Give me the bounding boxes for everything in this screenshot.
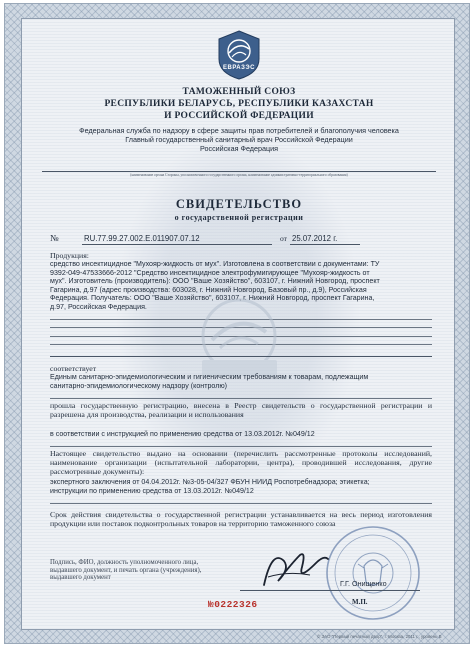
basis-line: инструкции по применению средства от 13.03.2012г. №049/12 — [50, 486, 254, 495]
blank-line — [50, 495, 432, 504]
serial-number: №0222326 — [208, 599, 258, 610]
certificate-sheet — [4, 3, 470, 644]
compliance-line: санитарно-эпидемиологическому надзору (контролю) — [50, 381, 228, 390]
date-label: от — [280, 234, 287, 243]
registry-value: в соответствии с инструкцией по применению средства от 13.03.2012г. №049/12 — [50, 430, 315, 438]
agency-note: (наименование органа Стороны, уполномоченного государственного органа, наименование административно-территориального образования) — [130, 173, 348, 177]
blank-line — [50, 390, 432, 399]
registration-number: RU.77.99.27.002.Е.011907.07.12 — [84, 234, 200, 243]
header-line-3: И РОССИЙСКОЙ ФЕДЕРАЦИИ — [164, 111, 314, 121]
product-label: Продукция: — [50, 251, 89, 260]
header-line-2: РЕСПУБЛИКИ БЕЛАРУСЬ, РЕСПУБЛИКИ КАЗАХСТАН — [104, 99, 374, 109]
registration-date: 25.07.2012 г. — [292, 234, 338, 243]
signature-rule — [240, 590, 420, 591]
compliance-label: соответствует — [50, 364, 97, 373]
date-rule — [290, 244, 360, 245]
certificate-inner-frame — [21, 18, 455, 630]
product-line: мух". Изготовитель (производитель): ООО "Ваше Хозяйство", 603107, г. Нижний Новгород, проспект — [50, 277, 380, 286]
agency-rule — [42, 171, 436, 172]
header-line-1: ТАМОЖЕННЫЙ СОЮЗ — [182, 87, 296, 97]
product-line: Федерация. Получатель: ООО "Ваше Хозяйство", 603107, г. Нижний Новгород, проспект Гагарина, — [50, 294, 375, 303]
blank-line — [50, 438, 432, 447]
compliance-rule — [50, 356, 432, 357]
official-seal-icon — [324, 524, 422, 622]
printer-imprint: © ЗАО "Первый печатный двор", г. Москва, 2011 г., уровень В — [317, 634, 442, 639]
seal-place-label: М.П. — [352, 598, 368, 606]
number-rule — [82, 244, 272, 245]
document-subtitle: о государственной регистрации — [174, 213, 304, 222]
signature-label: Подпись, ФИО, должность уполномоченного лица, выдавшего документ, и печать органа (учреждения), выдавшего документ — [50, 559, 202, 582]
product-line: Гагарина, д.97 (адрес производства: 603028, г. Нижний Новгород, Базовый пр., д.9), Российская — [50, 285, 367, 294]
basis-line: экспертного заключения от 04.04.2012г. №3-05-04/327 ФБУН НИИД Роспотребнадзора; этикетка; — [50, 478, 370, 486]
product-line: средство инсектицидное "Мухояр-жидкость от мух". Изготовлена в соответствии с документами: ТУ — [50, 260, 380, 268]
basis-text: Настоящее свидетельство выдано на основании (перечислить рассмотренные протоколы исследований, наименование организации (испытательной лаборатории, центра), проводившей исследования, другие рассмотренные документы): — [50, 449, 432, 476]
handwritten-signature-icon — [258, 541, 333, 593]
eurasec-watermark-icon — [182, 294, 297, 384]
eurasec-emblem-icon — [215, 29, 263, 81]
agency-line-2: Главный государственный санитарный врач Российской Федерации — [125, 135, 353, 144]
document-title: СВИДЕТЕЛЬСТВО — [175, 197, 303, 211]
emblem-caption: ЕВРАЗЭС — [222, 65, 255, 71]
validity-text: Срок действия свидетельства о государственной регистрации устанавливается на весь период изготовления продукции или поставок подконтрольных товаров на территорию таможенного союза — [50, 510, 432, 528]
product-line: д.97, Российская Федерация. — [50, 303, 147, 311]
agency-line-3: Российская Федерация — [200, 144, 278, 153]
number-label: № — [50, 233, 59, 243]
agency-line-1: Федеральная служба по надзору в сфере защиты прав потребителей и благополучия человека — [79, 126, 399, 135]
signer-name: Г.Г. Онищенко — [340, 579, 387, 588]
registry-text: прошла государственную регистрацию, внесена в Реестр свидетельств о государственной регистрации и разрешена для производства, реализации и использования — [50, 401, 432, 419]
product-line: 9392-049-47533666-2012 "Средство инсектицидное электрофумигирующее "Мухояр-жидкость от — [50, 268, 370, 277]
compliance-line: Единым санитарно-эпидемиологическим и гигиеническим требованиям к товарам, подлежащим — [50, 373, 369, 381]
